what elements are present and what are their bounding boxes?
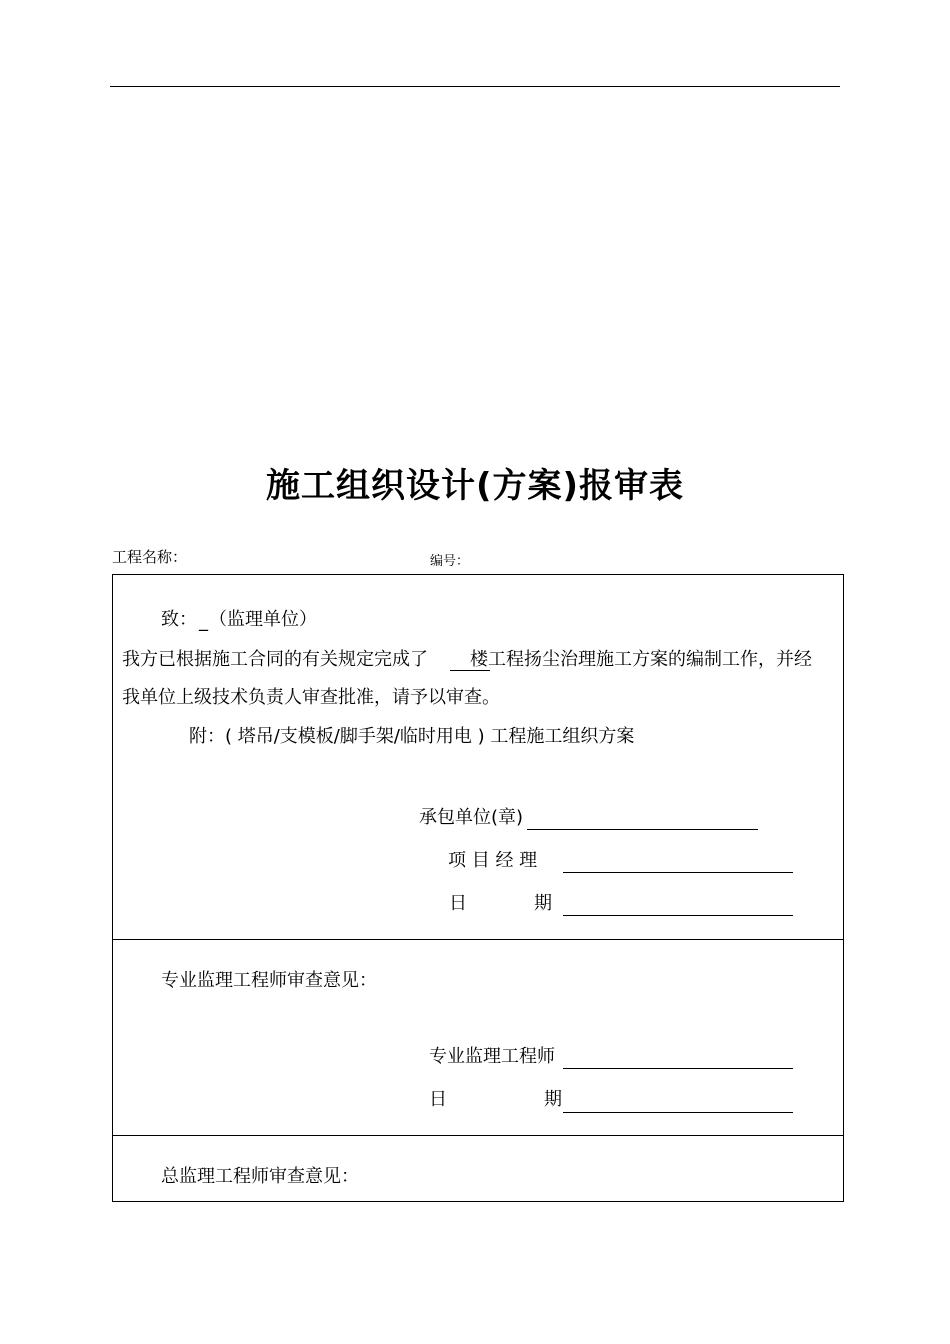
statement-line-2: 我单位上级技术负责人审查批准，请予以审查。: [122, 687, 500, 708]
engineer-signature-line[interactable]: [563, 1068, 793, 1069]
contractor-label: 承包单位(章): [419, 807, 524, 828]
engineer-date-line[interactable]: [563, 1112, 793, 1113]
date-label-char-2: 期: [534, 893, 552, 914]
header-rule: [110, 86, 840, 87]
review-form: [112, 574, 844, 1202]
section-divider-2: [113, 1135, 843, 1136]
engineer-date-char-2: 期: [544, 1089, 562, 1110]
contractor-date-line[interactable]: [563, 915, 793, 916]
addressee-blank: _: [199, 611, 208, 632]
section-divider-1: [113, 939, 843, 940]
contractor-signature-line[interactable]: [527, 829, 758, 830]
serial-number-label: 编号：: [430, 554, 470, 569]
statement-line-1-prefix: 我方已根据施工合同的有关规定完成了: [122, 649, 428, 670]
attachment-line: 附：( 塔吊/支模板/脚手架/临时用电 ) 工程施工组织方案: [189, 726, 635, 747]
project-manager-label: 项 目 经 理: [448, 850, 538, 871]
engineer-label: 专业监理工程师: [429, 1046, 555, 1067]
chief-opinion-label: 总监理工程师审查意见：: [161, 1166, 359, 1187]
engineer-date-char-1: 日: [429, 1089, 447, 1110]
addressee-prefix: 致：: [161, 609, 197, 630]
addressee-unit: （监理单位）: [209, 609, 317, 630]
statement-line-1-fill: 楼工程扬尘治理施工方案的编制工作，并经: [470, 649, 812, 670]
date-label-char-1: 日: [449, 893, 467, 914]
project-name-label: 工程名称：: [112, 548, 188, 566]
engineer-opinion-label: 专业监理工程师审查意见：: [161, 970, 377, 991]
project-manager-signature-line[interactable]: [563, 872, 793, 873]
page-title: 施工组织设计(方案)报审表: [265, 466, 685, 506]
